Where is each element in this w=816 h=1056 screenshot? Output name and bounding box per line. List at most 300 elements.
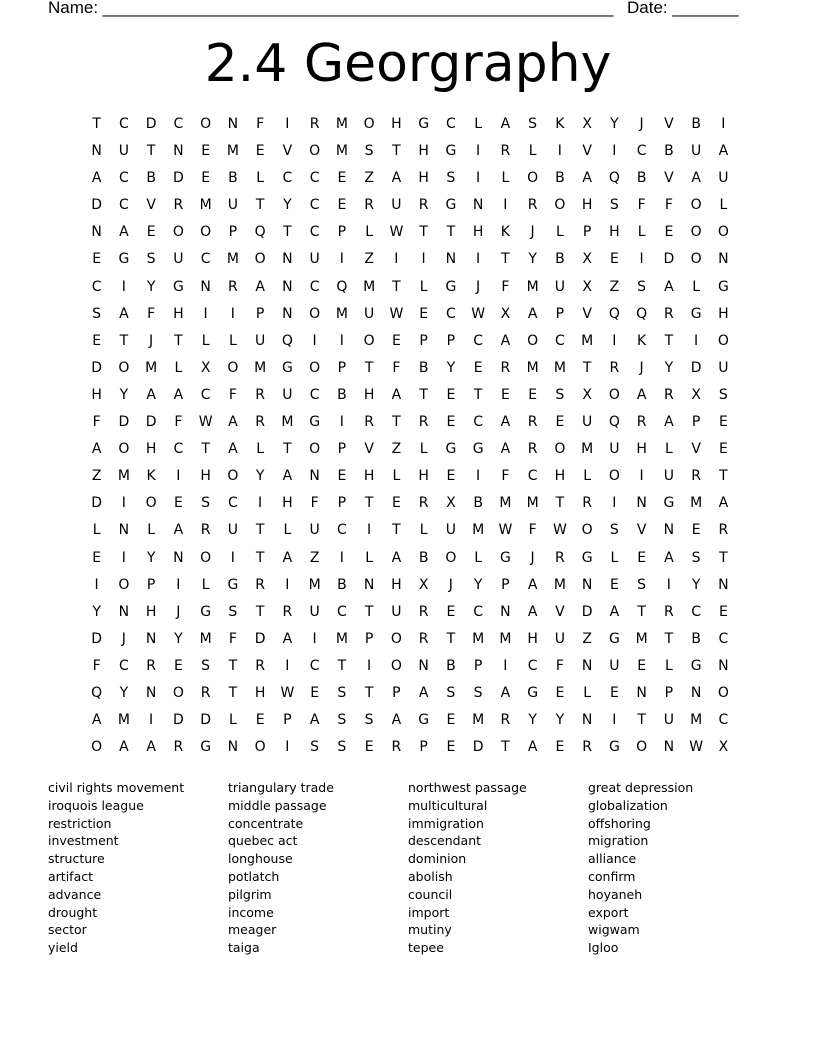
date-field-label: Date: _______ [627,0,739,17]
grid-letter: T [501,251,510,268]
grid-letter: H [200,468,211,485]
grid-letter: U [227,522,238,539]
grid-letter: O [309,305,321,322]
grid-letter: A [391,549,402,566]
grid-letter: I [121,278,126,295]
grid-letter: T [419,224,428,241]
grid-letter: J [530,549,535,566]
grid-letter: S [637,576,647,593]
grid-letter: U [309,522,320,539]
grid-letter: I [285,576,290,593]
grid-letter: T [146,143,156,160]
grid-letter: S [528,116,538,132]
grid-letter: F [528,522,537,539]
grid-letter: A [91,441,102,458]
grid-letter: I [121,495,126,512]
grid-letter: E [446,712,456,729]
grid-letter: N [581,712,593,729]
grid-letter: R [664,386,674,403]
grid-letter: B [473,495,483,512]
grid-letter: F [228,630,237,647]
grid-letter: L [201,576,210,593]
grid-letter: H [391,116,402,132]
grid-letter: Y [119,386,129,403]
grid-letter: I [694,332,699,349]
grid-letter: A [718,495,729,512]
grid-letter: L [692,278,701,295]
grid-letter: P [582,224,592,241]
grid-letter: L [419,278,428,295]
grid-letter: S [446,170,456,187]
grid-letter: R [527,197,538,214]
grid-letter: A [119,739,129,756]
grid-letter: L [610,549,619,566]
grid-letter: T [364,684,374,701]
grid-letter: T [582,359,592,376]
grid-letter: E [364,739,374,756]
grid-letter: A [500,116,511,132]
grid-letter: S [228,603,238,620]
grid-letter: E [446,414,456,431]
grid-letter: A [636,386,647,403]
grid-letter: M [526,278,539,295]
grid-letter: X [582,386,592,403]
grid-letter: C [309,278,320,295]
grid-letter: Y [174,630,183,647]
grid-letter: N [309,468,320,485]
grid-letter: R [609,359,620,376]
grid-letter: Y [446,359,456,376]
grid-letter: E [92,251,102,268]
grid-letter: O [200,549,212,566]
grid-letter: E [528,386,538,403]
grid-letter: R [309,116,320,132]
grid-letter: C [636,143,647,160]
grid-letter: U [282,386,293,403]
grid-letter: E [473,359,483,376]
grid-letter: F [256,116,265,132]
word-column [408,779,588,957]
grid-letter: N [636,495,647,512]
grid-letter: M [254,359,267,376]
grid-letter: E [391,332,401,349]
grid-letter: A [500,414,511,431]
grid-letter: Y [255,468,265,485]
grid-letter: C [473,332,484,349]
grid-letter: T [255,549,265,566]
grid-letter: E [500,386,510,403]
grid-letter: R [255,657,265,674]
grid-letter: Y [555,712,565,729]
grid-letter: F [147,305,156,322]
grid-letter: N [636,684,647,701]
grid-letter: N [227,739,239,756]
grid-letter: O [390,630,402,647]
grid-letter: M [553,359,566,376]
grid-letter: Z [364,170,374,187]
grid-letter: C [173,441,184,458]
word-item: restriction [48,815,112,831]
grid-letter: O [200,116,212,132]
grid-letter: N [118,522,130,539]
grid-letter: T [255,522,265,539]
grid-letter: S [337,739,347,756]
grid-letter: N [145,684,157,701]
grid-letter: E [391,495,401,512]
grid-letter: O [390,657,402,674]
grid-letter: V [691,441,701,458]
grid-letter: B [146,170,156,187]
grid-letter: N [718,576,729,593]
grid-letter: A [664,414,674,431]
word-item: triangulary trade [228,780,334,795]
grid-letter: G [200,739,212,756]
grid-letter: R [173,197,184,214]
grid-letter: U [255,332,266,349]
grid-letter: N [718,657,729,674]
grid-letter: L [419,441,428,458]
grid-letter: X [582,251,592,268]
grid-letter: J [448,576,453,593]
grid-letter: Y [473,576,483,593]
grid-letter: L [419,522,428,539]
grid-letter: O [608,468,620,485]
grid-letter: R [418,197,429,214]
grid-letter: O [227,359,239,376]
grid-letter: G [200,603,212,620]
grid-letter: L [92,522,101,539]
grid-letter: E [446,739,456,756]
grid-letter: I [476,143,481,160]
grid-letter: T [364,603,374,620]
grid-letter: I [367,657,372,674]
grid-letter: C [445,305,456,322]
word-item: offshoring [588,815,651,831]
word-item: northwest passage [408,780,527,795]
grid-letter: M [553,576,566,593]
grid-letter: F [637,197,646,214]
grid-letter: M [690,495,703,512]
grid-letter: V [282,143,293,160]
grid-letter: A [91,170,102,187]
grid-letter: O [172,684,184,701]
grid-letter: D [200,712,212,729]
grid-letter: G [118,251,130,268]
grid-letter: O [118,359,130,376]
grid-letter: G [445,441,457,458]
grid-letter: C [282,170,293,187]
grid-letter: P [255,305,265,322]
grid-letter: U [609,441,620,458]
grid-letter: G [581,549,593,566]
word-item: middle passage [228,797,327,813]
word-item: investment [48,833,119,849]
word-item: drought [48,904,98,920]
word-item: descendant [408,833,482,849]
grid-letter: A [664,549,674,566]
grid-letter: E [609,576,619,593]
grid-letter: F [92,414,101,431]
grid-letter: T [392,414,401,431]
grid-letter: Q [636,305,648,322]
grid-letter: D [145,414,157,431]
word-item: quebec act [228,833,298,849]
grid-letter: R [255,386,265,403]
grid-letter: S [146,251,156,268]
word-item: iroquois league [48,797,144,813]
grid-letter: C [718,630,729,647]
grid-letter: M [117,712,130,729]
grid-letter: I [339,332,344,349]
grid-letter: G [445,278,457,295]
grid-letter: A [582,170,592,187]
grid-letter: I [230,305,235,322]
grid-letter: O [445,549,457,566]
grid-letter: C [309,657,320,674]
grid-letter: T [92,116,101,132]
grid-letter: T [283,224,292,241]
grid-letter: R [500,143,511,160]
grid-letter: C [309,386,320,403]
grid-letter: Q [254,224,266,241]
grid-letter: A [282,630,293,647]
grid-letter: U [554,278,565,295]
grid-letter: P [501,576,510,593]
grid-letter: H [173,305,184,322]
grid-letter: Y [92,603,101,620]
grid-letter: N [581,576,593,593]
grid-letter: L [719,197,728,214]
grid-letter: P [473,657,483,674]
grid-letter: C [227,495,238,512]
grid-letter: L [664,657,673,674]
grid-letter: E [92,332,102,349]
word-item: alliance [588,851,637,867]
grid-letter: V [555,603,565,620]
grid-letter: V [146,197,156,214]
grid-letter: K [637,332,647,349]
grid-letter: N [363,576,375,593]
grid-letter: O [172,224,184,241]
grid-letter: U [445,522,456,539]
grid-letter: T [501,739,510,756]
grid-letter: E [718,603,728,620]
grid-letter: J [149,332,154,349]
grid-letter: A [309,712,320,729]
grid-letter: N [663,739,675,756]
grid-letter: F [310,495,319,512]
grid-letter: H [145,441,157,458]
grid-letter: I [612,143,617,160]
grid-letter: L [474,549,483,566]
word-item: great depression [588,780,694,795]
grid-letter: R [255,414,265,431]
grid-letter: N [282,251,293,268]
grid-letter: O [636,739,648,756]
grid-letter: R [664,603,674,620]
grid-letter: C [554,332,565,349]
grid-letter: I [721,116,726,132]
grid-letter: G [608,630,620,647]
grid-letter: R [691,468,701,485]
grid-letter: Z [309,549,320,566]
grid-letter: V [582,305,592,322]
grid-letter: A [527,576,538,593]
grid-letter: T [637,712,646,729]
grid-letter: T [255,197,265,214]
grid-letter: E [255,143,265,160]
grid-letter: G [717,278,729,295]
word-column [48,779,228,957]
grid-letter: C [118,197,129,214]
grid-letter: R [228,278,238,295]
grid-letter: N [282,305,293,322]
grid-letter: P [337,495,347,512]
grid-letter: O [690,224,702,241]
word-item: yield [48,940,78,956]
grid-letter: T [473,386,483,403]
grid-letter: N [445,251,457,268]
grid-letter: A [418,684,429,701]
grid-letter: L [228,712,237,729]
grid-letter: I [230,549,235,566]
grid-letter: N [581,657,593,674]
grid-letter: O [254,739,266,756]
grid-letter: O [363,332,375,349]
word-item: import [408,904,450,920]
grid-letter: S [201,495,211,512]
grid-letter: F [392,359,401,376]
grid-letter: G [281,359,293,376]
grid-letter: C [118,170,129,187]
grid-letter: O [527,332,539,349]
grid-letter: H [282,495,293,512]
grid-letter: T [283,441,292,458]
grid-letter: I [476,468,481,485]
grid-letter: F [501,468,510,485]
grid-letter: E [92,549,102,566]
grid-letter: M [226,251,239,268]
grid-letter: E [146,224,156,241]
grid-letter: D [581,603,593,620]
grid-letter: X [582,116,592,132]
word-column [228,779,408,957]
grid-letter: M [199,197,212,214]
grid-letter: Q [281,332,293,349]
grid-letter: G [527,684,539,701]
grid-letter: I [258,495,263,512]
grid-letter: B [418,549,429,566]
word-item: income [228,904,274,920]
grid-letter: R [418,630,429,647]
grid-letter: M [335,143,348,160]
grid-letter: W [498,522,513,539]
grid-letter: A [282,549,293,566]
grid-letter: F [228,386,237,403]
grid-letter: O [717,332,729,349]
grid-letter: E [609,251,619,268]
grid-letter: D [172,712,184,729]
grid-letter: E [446,468,456,485]
grid-letter: L [637,224,646,241]
grid-letter: P [337,359,347,376]
grid-letter: Y [528,251,537,268]
grid-letter: M [472,522,485,539]
grid-letter: J [639,359,644,376]
grid-letter: L [474,116,483,132]
grid-letter: I [394,251,399,268]
grid-letter: H [363,468,375,485]
grid-letter: C [91,278,102,295]
grid-letter: I [312,332,317,349]
grid-letter: G [445,197,457,214]
grid-letter: J [476,278,481,295]
grid-letter: A [500,332,511,349]
grid-letter: E [173,495,183,512]
grid-letter: S [446,684,456,701]
grid-letter: S [718,386,728,403]
grid-letter: C [336,603,347,620]
grid-letter: H [254,684,266,701]
grid-letter: G [172,278,184,295]
grid-letter: S [92,305,102,322]
grid-letter: S [609,522,619,539]
grid-letter: M [117,468,130,485]
word-item: mutiny [408,922,452,938]
grid-letter: G [499,549,511,566]
grid-letter: A [718,143,729,160]
grid-letter: B [418,359,429,376]
grid-letter: F [501,278,510,295]
grid-letter: I [176,576,181,593]
grid-letter: O [200,224,212,241]
grid-letter: M [472,630,485,647]
grid-letter: J [121,630,126,647]
grid-letter: H [418,170,429,187]
grid-letter: H [363,386,375,403]
grid-letter: W [198,414,213,431]
grid-letter: A [500,684,511,701]
grid-letter: R [146,657,156,674]
grid-letter: N [173,143,184,160]
grid-letter: E [555,414,565,431]
grid-letter: G [418,712,430,729]
grid-letter: U [118,143,129,160]
grid-letter: G [227,576,239,593]
grid-letter: M [145,359,158,376]
grid-letter: A [609,603,620,620]
word-item: longhouse [228,851,293,867]
grid-letter: A [119,305,129,322]
word-item: hoyaneh [588,886,643,902]
grid-letter: C [118,657,129,674]
grid-letter: O [227,468,239,485]
grid-letter: K [500,224,510,241]
grid-letter: V [364,441,374,458]
grid-letter: U [391,197,402,214]
grid-letter: V [636,522,647,539]
grid-letter: H [581,197,593,214]
grid-letter: E [446,386,456,403]
grid-letter: I [176,468,181,485]
grid-letter: T [719,549,728,566]
grid-letter: C [336,522,347,539]
grid-letter: S [310,739,320,756]
grid-letter: R [282,603,293,620]
grid-letter: H [527,630,538,647]
grid-letter: D [91,197,103,214]
grid-letter: O [690,197,702,214]
